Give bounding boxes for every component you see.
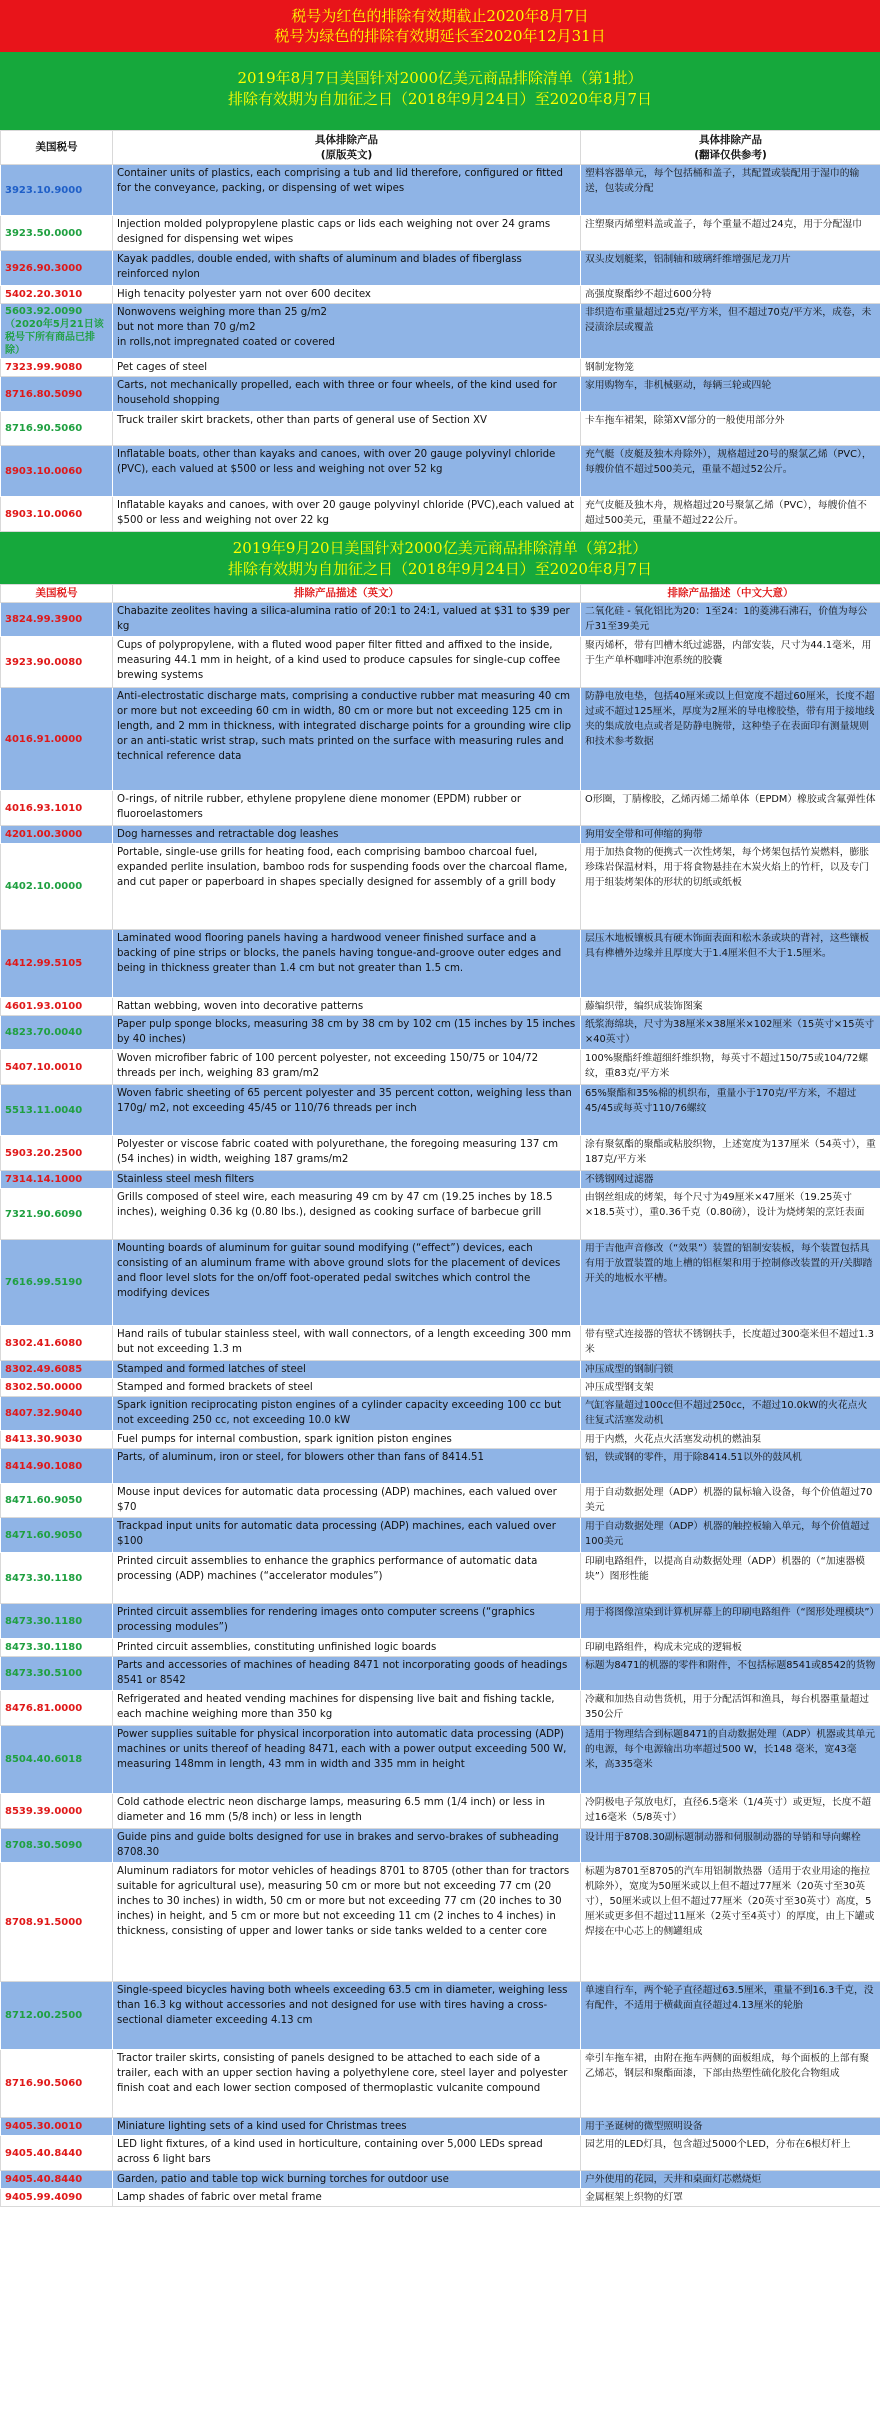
table-row	[1, 826, 880, 844]
product-description-cn: 铝，铁或钢的零件，用于除8414.51以外的鼓风机	[581, 1449, 880, 1484]
product-description-en: Stamped and formed brackets of steel	[113, 1379, 581, 1397]
batch1-body	[1, 165, 880, 532]
product-description-en: Woven fabric sheeting of 65 percent polyester and 35 percent cotton, weighing less than 170g/ m2, not exceeding 45/45 or 110/76 threads per inch	[113, 1085, 581, 1136]
table-row	[1, 165, 880, 216]
tariff-code: 4402.10.0000	[1, 844, 113, 930]
product-description-en: Trackpad input units for automatic data processing (ADP) machines, each valued over $100	[113, 1518, 581, 1553]
product-description-cn: 双头皮划艇桨，铝制轴和玻璃纤维增强尼龙刀片	[581, 251, 880, 286]
tariff-code: 7616.99.5190	[1, 1240, 113, 1326]
product-description-en: Anti-electrostatic discharge mats, comprising a conductive rubber mat measuring 40 cm or more but not exceeding 60 cm in width, 80 cm or more but not exceeding 125 cm in length, and 2 mm in thickness, with integrated discharge points for a grounding wire clip or an anti-static wrist strap, such mats printed on the surface with measuring rules and technical reference data	[113, 688, 581, 791]
tariff-code: 8302.41.6080	[1, 1326, 113, 1361]
top-banner	[0, 0, 880, 52]
tariff-code: 4601.93.0100	[1, 998, 113, 1016]
tariff-code: 5407.10.0010	[1, 1050, 113, 1085]
product-description-cn: 园艺用的LED灯具，包含超过5000个LED，分布在6根灯杆上	[581, 2136, 880, 2171]
product-description-cn: 标题为8471的机器的零件和附件，不包括标题8541或8542的货物	[581, 1657, 880, 1691]
product-description-en: Refrigerated and heated vending machines for dispensing live bait and fishing tackle, each machine weighing more than 350 kg	[113, 1691, 581, 1726]
batch2-title	[0, 532, 880, 584]
batch1-col-en-sub: (原版英文)	[320, 148, 373, 161]
tariff-code: 5402.20.3010	[1, 286, 113, 304]
table-row	[1, 1085, 880, 1136]
product-description-en: Guide pins and guide bolts designed for use in brakes and servo-brakes of subheading 8708.30	[113, 1829, 581, 1863]
product-description-en: High tenacity polyester yarn not over 600 decitex	[113, 286, 581, 304]
product-description-cn: 100%聚酯纤维超细纤维织物，每英寸不超过150/75或104/72螺纹，重83克/平方米	[581, 1050, 880, 1085]
tariff-code: 8903.10.0060	[1, 497, 113, 532]
table-row	[1, 2118, 880, 2136]
table-row	[1, 1397, 880, 1431]
batch1-title	[0, 52, 880, 130]
tariff-code: 8473.30.5100	[1, 1657, 113, 1691]
table-row	[1, 446, 880, 497]
tariff-code: 8473.30.1180	[1, 1604, 113, 1639]
tariff-code: 7321.90.6090	[1, 1189, 113, 1240]
product-description-cn: 家用购物车，非机械驱动，每辆三轮或四轮	[581, 377, 880, 412]
tariff-code: 8716.80.5090	[1, 377, 113, 412]
product-description-cn: 由钢丝组成的烤架，每个尺寸为49厘米×47厘米（19.25英寸×18.5英寸），重0.36千克（0.80磅），设计为烧烤架的烹饪表面	[581, 1189, 880, 1240]
batch1-title-line1: 2019年8月7日美国针对2000亿美元商品排除清单（第1批）	[237, 69, 643, 87]
batch2-col-en: 排除产品描述（英文）	[113, 585, 581, 603]
product-description-en: Inflatable kayaks and canoes, with over 20 gauge polyvinyl chloride (PVC),each valued at $500 or less and weighing not over 22 kg	[113, 497, 581, 532]
product-description-en: Fuel pumps for internal combustion, spark ignition piston engines	[113, 1431, 581, 1449]
table-row	[1, 1361, 880, 1379]
tariff-code: 8302.50.0000	[1, 1379, 113, 1397]
product-description-cn: O形圈，丁腈橡胶，乙烯丙烯二烯单体（EPDM）橡胶或含氟弹性体	[581, 791, 880, 826]
product-description-cn: 塑料容器单元，每个包括桶和盖子，其配置或装配用于湿巾的输送，包装或分配	[581, 165, 880, 216]
table-row	[1, 1189, 880, 1240]
product-description-cn: 藤编织带，编织成装饰图案	[581, 998, 880, 1016]
table-row	[1, 2189, 880, 2207]
tariff-code: 8407.32.9040	[1, 1397, 113, 1431]
product-description-cn: 钢制宠物笼	[581, 359, 880, 377]
table-row	[1, 1829, 880, 1863]
product-description-en: Chabazite zeolites having a silica-alumina ratio of 20:1 to 24:1, valued at $31 to $39 per kg	[113, 603, 581, 637]
table-row	[1, 1726, 880, 1794]
table-row	[1, 1863, 880, 1982]
product-description-cn: 狗用安全带和可伸缩的狗带	[581, 826, 880, 844]
table-row	[1, 412, 880, 446]
product-description-cn: 户外使用的花园，天井和桌面灯芯燃烧炬	[581, 2171, 880, 2189]
batch1-col-code: 美国税号	[1, 131, 113, 165]
tariff-code: 8712.00.2500	[1, 1982, 113, 2050]
product-description-en: Dog harnesses and retractable dog leashes	[113, 826, 581, 844]
table-row	[1, 791, 880, 826]
table-row	[1, 359, 880, 377]
table-row	[1, 1171, 880, 1189]
table-row	[1, 930, 880, 998]
product-description-en: Rattan webbing, woven into decorative patterns	[113, 998, 581, 1016]
batch1-col-en	[113, 131, 581, 165]
product-description-cn: 冲压成型的钢制闩锁	[581, 1361, 880, 1379]
tariff-code: 4201.00.3000	[1, 826, 113, 844]
tariff-code: 4823.70.0040	[1, 1016, 113, 1050]
batch2-title-line1: 2019年9月20日美国针对2000亿美元商品排除清单（第2批）	[232, 539, 648, 557]
batch2-col-cn: 排除产品描述（中文大意）	[581, 585, 880, 603]
table-row	[1, 1639, 880, 1657]
product-description-cn: 用于吉他声音修改（“效果”）装置的铝制安装板，每个装置包括具有用于放置装置的地上槽的铝框架和用于控制修改装置的开/关脚踏开关的地板水平槽。	[581, 1240, 880, 1326]
tariff-code: 8716.90.5060	[1, 2050, 113, 2118]
product-description-en: Miniature lighting sets of a kind used for Christmas trees	[113, 2118, 581, 2136]
product-description-en: Laminated wood flooring panels having a hardwood veneer finished surface and a backing of pine strips or blocks, the panels having tongue-and-groove outer edges and being in thickness greater than 1.4 cm but not greater than 1.5 cm.	[113, 930, 581, 998]
product-description-cn: 标题为8701至8705的汽车用铝制散热器（适用于农业用途的拖拉机除外），宽度为50厘米或以上但不超过77厘米（20英寸至30英寸），50厘米或以上但不超过77厘米（20英寸至30英寸）高度，5厘米或更多但不超过11厘米（2英寸至4英寸）的厚度，由上下罐或焊接在中心芯上的侧罐组成	[581, 1863, 880, 1982]
product-description-cn: 非织造布重量超过25克/平方米，但不超过70克/平方米，成卷，未浸渍涂层或覆盖	[581, 304, 880, 359]
batch2-table	[0, 584, 880, 2207]
tariff-code: 5513.11.0040	[1, 1085, 113, 1136]
tariff-code: 5603.92.0090（2020年5月21日该税号下所有商品已排除）	[1, 304, 113, 359]
table-row	[1, 1691, 880, 1726]
product-description-en: Spark ignition reciprocating piston engines of a cylinder capacity exceeding 100 cc but not exceeding 250 cc, not exceeding 10.0 kW	[113, 1397, 581, 1431]
product-description-cn: 用于加热食物的便携式一次性烤架，每个烤架包括竹炭燃料，膨胀珍珠岩保温材料，用于将食物悬挂在木炭火焰上的竹杆，以及专门用于组装烤架体的形状的切纸或纸板	[581, 844, 880, 930]
tariff-code: 3923.50.0000	[1, 216, 113, 251]
table-row	[1, 998, 880, 1016]
tariff-code: 8471.60.9050	[1, 1518, 113, 1553]
product-description-en: Injection molded polypropylene plastic caps or lids each weighing not over 24 grams designed for dispensing wet wipes	[113, 216, 581, 251]
tariff-code: 8473.30.1180	[1, 1553, 113, 1604]
product-description-en: Pet cages of steel	[113, 359, 581, 377]
product-description-en: O-rings, of nitrile rubber, ethylene propylene diene monomer (EPDM) rubber or fluoroelastomers	[113, 791, 581, 826]
product-description-en: Single-speed bicycles having both wheels exceeding 63.5 cm in diameter, weighing less than 16.3 kg without accessories and not designed for use with tires having a cross-sectional diameter exceeding 4.13 cm	[113, 1982, 581, 2050]
tariff-code: 3923.10.9000	[1, 165, 113, 216]
table-row	[1, 304, 880, 359]
product-description-cn: 牵引车拖车裙，由附在拖车两侧的面板组成，每个面板的上部有聚乙烯芯，钢层和聚酯面漆，下部由热塑性硫化胶化合物组成	[581, 2050, 880, 2118]
batch2-title-line2: 排除有效期为自加征之日（2018年9月24日）至2020年8月7日	[227, 560, 653, 578]
product-description-cn: 用于内燃，火花点火活塞发动机的燃油泵	[581, 1431, 880, 1449]
tariff-code: 3926.90.3000	[1, 251, 113, 286]
product-description-cn: 充气皮艇及独木舟，规格超过20号聚氯乙烯（PVC），每艘价值不超过500美元，重量不超过22公斤。	[581, 497, 880, 532]
product-description-cn: 设计用于8708.30副标题制动器和伺服制动器的导销和导向螺栓	[581, 1829, 880, 1863]
table-row	[1, 2050, 880, 2118]
product-description-en: Lamp shades of fabric over metal frame	[113, 2189, 581, 2207]
batch2-body	[1, 603, 880, 2207]
product-description-en: Mounting boards of aluminum for guitar sound modifying (“effect”) devices, each consisting of an aluminum frame with above ground slots for the placement of devices and floor level slots for the on/off foot-operated pedal switches which control the modifying devices	[113, 1240, 581, 1326]
product-description-cn: 印刷电路组件，以提高自动数据处理（ADP）机器的（“加速器模块”）图形性能	[581, 1553, 880, 1604]
tariff-code: 8413.30.9030	[1, 1431, 113, 1449]
product-description-en: Parts and accessories of machines of heading 8471 not incorporating goods of headings 8541 or 8542	[113, 1657, 581, 1691]
tariff-code: 8716.90.5060	[1, 412, 113, 446]
product-description-cn: 用于将图像渲染到计算机屏幕上的印刷电路组件（“图形处理模块”）	[581, 1604, 880, 1639]
table-row	[1, 216, 880, 251]
product-description-en: Printed circuit assemblies, constituting unfinished logic boards	[113, 1639, 581, 1657]
tariff-code: 8414.90.1080	[1, 1449, 113, 1484]
table-row	[1, 637, 880, 688]
product-description-cn: 金属框架上织物的灯罩	[581, 2189, 880, 2207]
product-description-en: Woven microfiber fabric of 100 percent polyester, not exceeding 150/75 or 104/72 threads per inch, weighing 83 gram/m2	[113, 1050, 581, 1085]
product-description-en: Hand rails of tubular stainless steel, with wall connectors, of a length exceeding 300 mm but not exceeding 1.3 m	[113, 1326, 581, 1361]
product-description-cn: 卡车拖车裙架，除第XV部分的一般使用部分外	[581, 412, 880, 446]
product-description-en: Printed circuit assemblies to enhance the graphics performance of automatic data processing (ADP) machines (“accelerator modules”)	[113, 1553, 581, 1604]
tariff-code: 7314.14.1000	[1, 1171, 113, 1189]
tariff-code: 8476.81.0000	[1, 1691, 113, 1726]
batch1-col-cn	[581, 131, 880, 165]
product-description-en: Portable, single-use grills for heating food, each comprising bamboo charcoal fuel, expanded perlite insulation, bamboo rods for suspending foods over the charcoal flame, and cut paper or paperboard in shapes specially designed for assembly of a grill body	[113, 844, 581, 930]
product-description-cn: 涂有聚氨酯的聚酯或粘胶织物，上述宽度为137厘米（54英寸），重187克/平方米	[581, 1136, 880, 1171]
table-row	[1, 497, 880, 532]
product-description-en: Inflatable boats, other than kayaks and canoes, with over 20 gauge polyvinyl chloride (PVC), each valued at $500 or less and weighing not over 52 kg	[113, 446, 581, 497]
product-description-cn: 单速自行车，两个轮子直径超过63.5厘米，重量不到16.3千克，没有配件，不适用于横截面直径超过4.13厘米的轮胎	[581, 1982, 880, 2050]
tariff-code: 4016.91.0000	[1, 688, 113, 791]
product-description-cn: 冷藏和加热自动售货机，用于分配活饵和渔具，每台机器重量超过350公斤	[581, 1691, 880, 1726]
product-description-en: Container units of plastics, each comprising a tub and lid therefore, configured or fitted for the conveyance, packing, or dispensing of wet wipes	[113, 165, 581, 216]
tariff-code: 9405.40.8440	[1, 2136, 113, 2171]
product-description-cn: 用于自动数据处理（ADP）机器的鼠标输入设备，每个价值超过70美元	[581, 1484, 880, 1518]
tariff-code: 4016.93.1010	[1, 791, 113, 826]
product-description-en: Paper pulp sponge blocks, measuring 38 cm by 38 cm by 102 cm (15 inches by 15 inches by 40 inches)	[113, 1016, 581, 1050]
table-row	[1, 1553, 880, 1604]
batch1-col-cn-title: 具体排除产品	[699, 133, 762, 146]
product-description-cn: 65%聚酯和35%棉的机织布，重量小于170克/平方米，不超过45/45或每英寸110/76螺纹	[581, 1085, 880, 1136]
table-row	[1, 844, 880, 930]
table-row	[1, 1016, 880, 1050]
table-row	[1, 377, 880, 412]
product-description-cn: 注塑聚丙烯塑料盖或盖子，每个重量不超过24克，用于分配湿巾	[581, 216, 880, 251]
table-row	[1, 1379, 880, 1397]
product-description-cn: 适用于物理结合到标题8471的自动数据处理（ADP）机器或其单元的电源，每个电源输出功率超过500 W，长148 毫米，宽43毫米，高335毫米	[581, 1726, 880, 1794]
product-description-cn: 不锈钢网过滤器	[581, 1171, 880, 1189]
product-description-cn: 冷阴极电子氖放电灯，直径6.5毫米（1/4英寸）或更短，长度不超过16毫米（5/8英寸）	[581, 1794, 880, 1829]
banner-line-green-expiry: 税号为绿色的排除有效期延长至2020年12月31日	[274, 27, 606, 45]
product-description-cn: 带有壁式连接器的管状不锈钢扶手，长度超过300毫米但不超过1.3米	[581, 1326, 880, 1361]
product-description-cn: 用于圣诞树的微型照明设备	[581, 2118, 880, 2136]
tariff-code: 8473.30.1180	[1, 1639, 113, 1657]
product-description-en: Cups of polypropylene, with a fluted wood paper filter fitted and affixed to the inside, measuring 44.1 mm in height, of a kind used to produce capsules for single-cup coffee brewing systems	[113, 637, 581, 688]
table-row	[1, 1431, 880, 1449]
batch1-title-line2: 排除有效期为自加征之日（2018年9月24日）至2020年8月7日	[227, 90, 653, 108]
product-description-cn: 聚丙烯杯，带有凹槽木纸过滤器，内部安装，尺寸为44.1毫米，用于生产单杯咖啡冲泡系统的胶囊	[581, 637, 880, 688]
product-description-en: Tractor trailer skirts, consisting of panels designed to be attached to each side of a trailer, each with an upper section having a polyethylene core, steel layer and polyester finish coat and each lower section composed of thermoplastic vulcanite compound	[113, 2050, 581, 2118]
product-description-en: Nonwovens weighing more than 25 g/m2 but not more than 70 g/m2 in rolls,not impregnated coated or covered	[113, 304, 581, 359]
tariff-code: 8903.10.0060	[1, 446, 113, 497]
table-row	[1, 1484, 880, 1518]
table-row	[1, 1136, 880, 1171]
table-row	[1, 1326, 880, 1361]
tariff-code: 7323.99.9080	[1, 359, 113, 377]
product-description-cn: 印刷电路组件，构成未完成的逻辑板	[581, 1639, 880, 1657]
tariff-code: 5903.20.2500	[1, 1136, 113, 1171]
tariff-code: 4412.99.5105	[1, 930, 113, 998]
product-description-cn: 气缸容量超过100cc但不超过250cc，不超过10.0kW的火花点火往复式活塞发动机	[581, 1397, 880, 1431]
banner-line-red-expiry: 税号为红色的排除有效期截止2020年8月7日	[291, 7, 589, 25]
product-description-en: Polyester or viscose fabric coated with polyurethane, the foregoing measuring 137 cm (54 inches) in width, weighing 187 grams/m2	[113, 1136, 581, 1171]
batch2-header-row	[1, 585, 880, 603]
product-description-en: Mouse input devices for automatic data processing (ADP) machines, each valued over $70	[113, 1484, 581, 1518]
table-row	[1, 1657, 880, 1691]
product-description-en: Kayak paddles, double ended, with shafts of aluminum and blades of fiberglass reinforced nylon	[113, 251, 581, 286]
tariff-code: 8708.91.5000	[1, 1863, 113, 1982]
product-description-cn: 二氧化硅 - 氧化铝比为20：1至24：1的菱沸石沸石，价值为每公斤31至39美元	[581, 603, 880, 637]
product-description-en: Stamped and formed latches of steel	[113, 1361, 581, 1379]
product-description-cn: 纸浆海绵块，尺寸为38厘米×38厘米×102厘米（15英寸×15英寸×40英寸）	[581, 1016, 880, 1050]
table-row	[1, 251, 880, 286]
product-description-en: Grills composed of steel wire, each measuring 49 cm by 47 cm (19.25 inches by 18.5 inches), weighing 0.36 kg (0.80 lbs.), designed as cooking surface of barbecue grill	[113, 1189, 581, 1240]
table-row	[1, 1982, 880, 2050]
tariff-code: 3824.99.3900	[1, 603, 113, 637]
product-description-en: Stainless steel mesh filters	[113, 1171, 581, 1189]
table-row	[1, 688, 880, 791]
table-row	[1, 1449, 880, 1484]
tariff-code: 8708.30.5090	[1, 1829, 113, 1863]
product-description-en: Garden, patio and table top wick burning torches for outdoor use	[113, 2171, 581, 2189]
table-row	[1, 1240, 880, 1326]
tariff-code: 9405.30.0010	[1, 2118, 113, 2136]
table-row	[1, 2136, 880, 2171]
product-description-en: Parts, of aluminum, iron or steel, for blowers other than fans of 8414.51	[113, 1449, 581, 1484]
table-row	[1, 2171, 880, 2189]
product-description-en: Cold cathode electric neon discharge lamps, measuring 6.5 mm (1/4 inch) or less in diameter and 16 mm (5/8 inch) or less in length	[113, 1794, 581, 1829]
product-description-cn: 冲压成型钢支架	[581, 1379, 880, 1397]
tariff-code: 8539.39.0000	[1, 1794, 113, 1829]
table-row	[1, 1050, 880, 1085]
tariff-code: 8471.60.9050	[1, 1484, 113, 1518]
tariff-code: 9405.99.4090	[1, 2189, 113, 2207]
table-row	[1, 286, 880, 304]
tariff-code: 3923.90.0080	[1, 637, 113, 688]
product-description-cn: 用于自动数据处理（ADP）机器的触控板输入单元，每个价值超过100美元	[581, 1518, 880, 1553]
product-description-en: Truck trailer skirt brackets, other than parts of general use of Section XV	[113, 412, 581, 446]
tariff-code: 8302.49.6085	[1, 1361, 113, 1379]
table-row	[1, 1604, 880, 1639]
product-description-en: LED light fixtures, of a kind used in horticulture, containing over 5,000 LEDs spread across 6 light bars	[113, 2136, 581, 2171]
batch1-header-row	[1, 131, 880, 165]
tariff-code: 9405.40.8440	[1, 2171, 113, 2189]
product-description-cn: 层压木地板镶板具有硬木饰面表面和松木条或块的背衬，这些镶板具有榫槽外边缘并且厚度大于1.4厘米但不大于1.5厘米。	[581, 930, 880, 998]
product-description-cn: 高强度聚酯纱不超过600分特	[581, 286, 880, 304]
table-row	[1, 603, 880, 637]
product-description-cn: 充气艇（皮艇及独木舟除外），规格超过20号的聚氯乙烯（PVC），每艘价值不超过500美元，重量不超过52公斤。	[581, 446, 880, 497]
product-description-en: Power supplies suitable for physical incorporation into automatic data processing (ADP) machines or units thereof of heading 8471, each with a power output exceeding 500 W, measuring 148mm in length, 43 mm in width and 335 mm in height	[113, 1726, 581, 1794]
product-description-en: Aluminum radiators for motor vehicles of headings 8701 to 8705 (other than for tractors suitable for agricultural use), measuring 50 cm or more but not exceeding 77 cm (20 inches to 30 inches) in width, 50 cm or more but not exceeding 77 cm (20 inches to 30 inches) in height, and 5 cm or more but not exceeding 11 cm (2 inches to 4 inches) in thickness, consisting of upper and lower tanks or side tanks welded to a center core	[113, 1863, 581, 1982]
batch1-table	[0, 130, 880, 532]
product-description-en: Carts, not mechanically propelled, each with three or four wheels, of the kind used for household shopping	[113, 377, 581, 412]
batch1-col-en-title: 具体排除产品	[315, 133, 378, 146]
tariff-code: 8504.40.6018	[1, 1726, 113, 1794]
batch1-col-cn-sub: (翻译仅供参考)	[694, 148, 767, 161]
table-row	[1, 1794, 880, 1829]
product-description-cn: 防静电放电垫，包括40厘米或以上但宽度不超过60厘米，长度不超过或不超过125厘米，厚度为2厘米的导电橡胶垫，带有用于接地线夹的集成放电点或者是防静电腕带，这种垫子在表面印有测量规则和技术参考数据	[581, 688, 880, 791]
batch2-col-code: 美国税号	[1, 585, 113, 603]
table-row	[1, 1518, 880, 1553]
product-description-en: Printed circuit assemblies for rendering images onto computer screens (“graphics processing modules”)	[113, 1604, 581, 1639]
